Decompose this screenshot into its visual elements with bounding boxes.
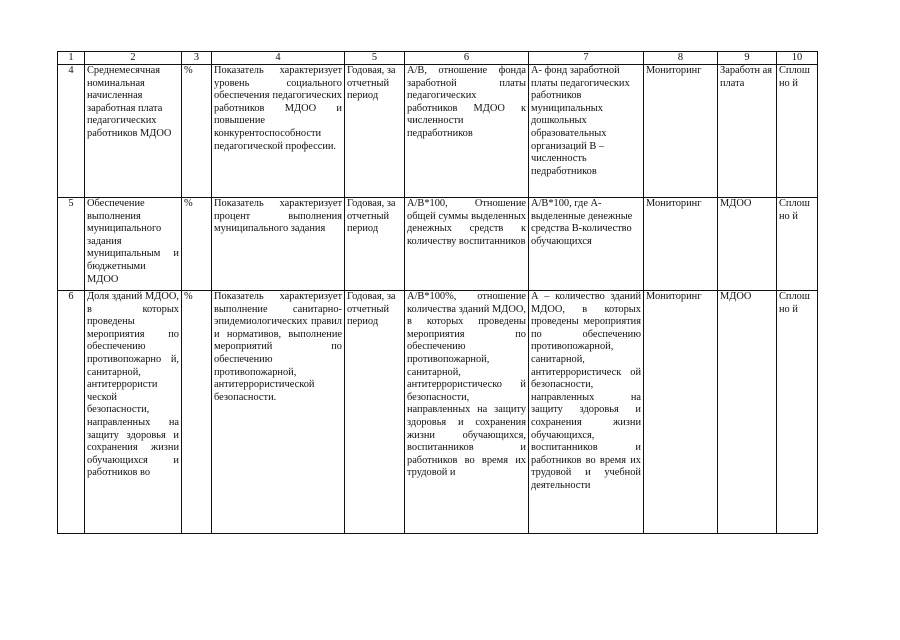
header-cell: 9: [718, 52, 777, 65]
unit-cell: %: [182, 198, 212, 291]
header-cell: 4: [212, 52, 345, 65]
row-number: 6: [58, 291, 85, 534]
description-cell: Показатель характеризует выполнение санитарно-эпидемиологических правил и нормативов, выполнение мероприятий по обеспечению противопожарной, антитеррористической безопасности.: [212, 291, 345, 534]
coverage-cell: Сплошно й: [777, 291, 818, 534]
formula-cell: А/В*100, Отношение общей суммы выделенных денежных средств к количеству воспитанников: [405, 198, 529, 291]
table-row: [58, 198, 818, 291]
header-cell: 6: [405, 52, 529, 65]
indicator-name: Обеспечение выполнения муниципального задания муниципальным и бюджетными МДОО: [85, 198, 182, 291]
row-number: 4: [58, 65, 85, 198]
method-cell: Мониторинг: [644, 291, 718, 534]
variables-text: А – количество зданий МДОО, в которых проведены мероприятия по обеспечению противопожарной, санитарной, антитеррористическ ой безопасности, направленных на защиту здоровья и сохранения жизни обучающихся, воспитанников и работников во время их трудовой и учебной деятельности: [531, 291, 641, 491]
header-cell: 3: [182, 52, 212, 65]
source-cell: Заработн ая плата: [718, 65, 777, 198]
method-cell: Мониторинг: [644, 65, 718, 198]
unit-cell: %: [182, 291, 212, 534]
header-row: [58, 52, 818, 65]
description-cell: Показатель характеризует процент выполнения муниципального задания: [212, 198, 345, 291]
source-cell: МДОО: [718, 198, 777, 291]
unit-cell: %: [182, 65, 212, 198]
indicator-name: Среднемесячная номинальная начисленная заработная плата педагогических работников МДОО: [85, 65, 182, 198]
period-cell: Годовая, за отчетный период: [345, 291, 405, 534]
variables-cell: А- фонд заработной платы педагогических работников муниципальных дошкольных образовательных организаций В – численность педработников: [529, 65, 644, 198]
description-cell: Показатель характеризует уровень социального обеспечения педагогических работников МДОО и повышение конкурентоспособности педагогической профессии.: [212, 65, 345, 198]
variables-cell: А/В*100, где А-выделенные денежные средства В-количество обучающихся: [529, 198, 644, 291]
formula-cell: [405, 291, 529, 534]
header-cell: 10: [777, 52, 818, 65]
header-cell: 1: [58, 52, 85, 65]
formula-cell: А/В, отношение фонда заработной платы педагогических работников МДОО к численности педработников: [405, 65, 529, 198]
table-row: [58, 65, 818, 198]
header-cell: 8: [644, 52, 718, 65]
table-row: [58, 291, 818, 534]
formula-text: А/В*100%, отношение количества зданий МДОО, в которых проведены мероприятия по обеспечению противопожарной, санитарной, антитеррористическо й безопасности, направленных на защиту здоровья и сохранения жизни обучающихся, воспитанников и работников во время их трудовой и: [407, 291, 526, 479]
header-cell: 5: [345, 52, 405, 65]
period-cell: Годовая, за отчетный период: [345, 198, 405, 291]
method-cell: Мониторинг: [644, 198, 718, 291]
indicators-table: [57, 51, 818, 534]
indicator-name-text: Доля зданий МДОО, в которых проведены мероприятия по обеспечению противопожарно й, санитарной, антитеррористи ческой безопасности, направленных на защиту здоровья и сохранения жизни обучающихся и работников во: [87, 291, 179, 479]
source-cell: МДОО: [718, 291, 777, 534]
header-cell: 7: [529, 52, 644, 65]
header-cell: 2: [85, 52, 182, 65]
variables-cell: [529, 291, 644, 534]
indicator-name: [85, 291, 182, 534]
period-cell: Годовая, за отчетный период: [345, 65, 405, 198]
coverage-cell: Сплошно й: [777, 198, 818, 291]
coverage-cell: Сплошно й: [777, 65, 818, 198]
row-number: 5: [58, 198, 85, 291]
